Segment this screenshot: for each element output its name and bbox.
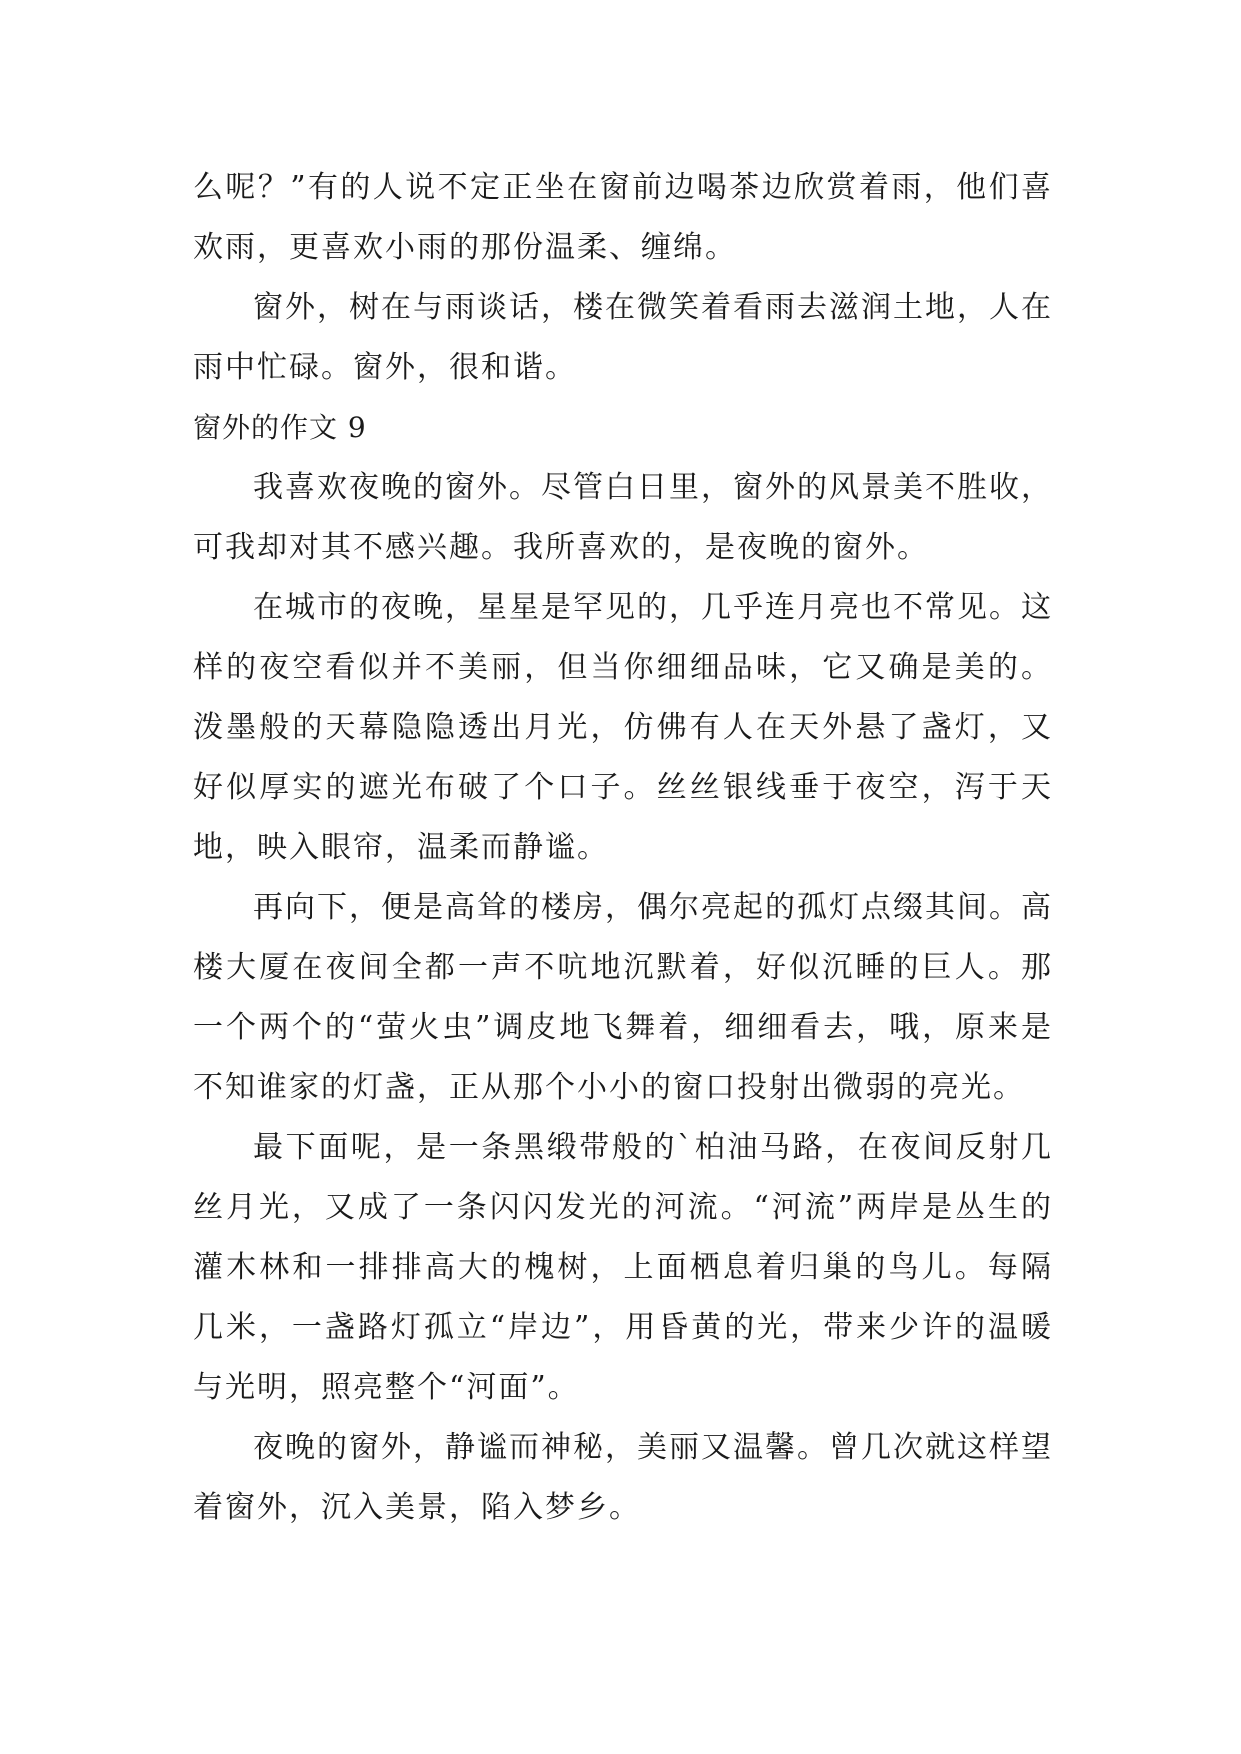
paragraph: 窗外，树在与雨谈话，楼在微笑着看雨去滋润土地，人在雨中忙碌。窗外，很和谐。 [193,290,1053,385]
paragraph: 最下面呢，是一条黑缎带般的`柏油马路，在夜间反射几丝月光，又成了一条闪闪发光的河流。“河流”两岸是丛生的灌木林和一排排高大的槐树，上面栖息着归巢的鸟儿。每隔几米，一盏路灯孤立“岸边”，用昏黄的光，带来少许的温暖与光明，照亮整个“河面”。 [193,1130,1053,1405]
paragraph-continued: 么呢？”有的人说不定正坐在窗前边喝茶边欣赏着雨，他们喜欢雨，更喜欢小雨的那份温柔、缠绵。 [193,170,1053,265]
paragraph: 再向下，便是高耸的楼房，偶尔亮起的孤灯点缀其间。高楼大厦在夜间全都一声不吭地沉默着，好似沉睡的巨人。那一个两个的“萤火虫”调皮地飞舞着，细细看去，哦，原来是不知谁家的灯盏，正从那个小小的窗口投射出微弱的亮光。 [193,890,1053,1105]
paragraph: 夜晚的窗外，静谧而神秘，美丽又温馨。曾几次就这样望着窗外，沉入美景，陷入梦乡。 [193,1430,1053,1525]
document-body [193,158,1053,1538]
paragraph: 在城市的夜晚，星星是罕见的，几乎连月亮也不常见。这样的夜空看似并不美丽，但当你细细品味，它又确是美的。泼墨般的天幕隐隐透出月光，仿佛有人在天外悬了盏灯，又好似厚实的遮光布破了个口子。丝丝银线垂于夜空，泻于天地，映入眼帘，温柔而静谧。 [193,590,1053,865]
section-heading: 窗外的作文 9 [193,411,367,444]
paragraph: 我喜欢夜晚的窗外。尽管白日里，窗外的风景美不胜收，可我却对其不感兴趣。我所喜欢的，是夜晚的窗外。 [193,470,1053,565]
